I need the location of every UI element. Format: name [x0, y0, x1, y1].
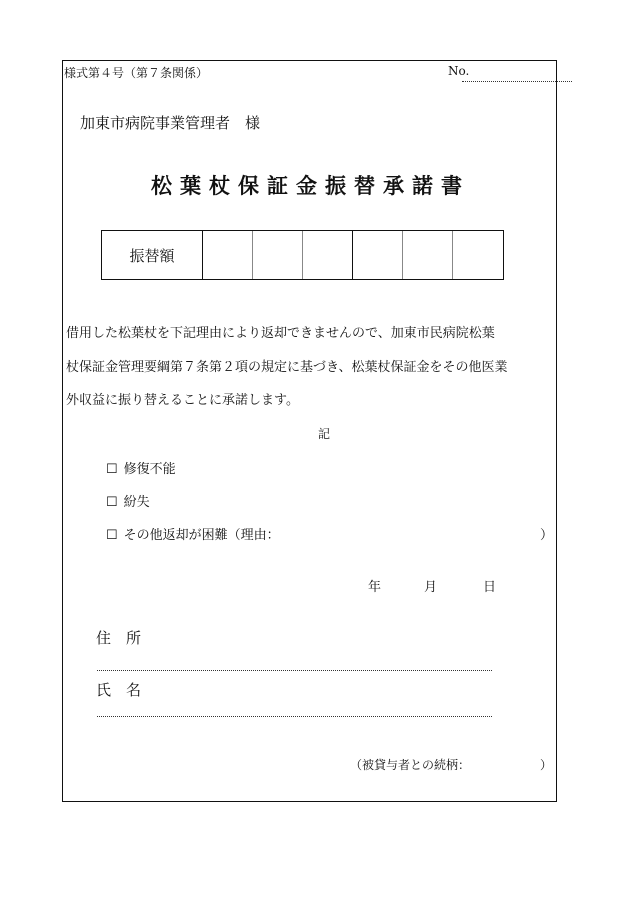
checkbox-icon[interactable]: ☐ — [106, 462, 118, 477]
transfer-amount-box — [101, 230, 504, 280]
reason-unrepairable[interactable] — [106, 458, 176, 477]
address-field[interactable] — [97, 670, 492, 671]
date-day-label: 日 — [483, 580, 497, 595]
reason-label: 紛失 — [123, 495, 150, 510]
reason-close-paren: ） — [540, 528, 554, 543]
relation-close-paren: ） — [540, 758, 553, 772]
amount-digit-cell[interactable] — [353, 231, 403, 279]
date-month-label: 月 — [424, 580, 438, 595]
reason-other[interactable] — [106, 524, 280, 543]
amount-digit-cell[interactable] — [453, 231, 502, 279]
ki-heading: 記 — [318, 427, 331, 441]
body-text-line-2: 杖保証金管理要綱第７条第２項の規定に基づき、松葉杖保証金をその他医業 — [66, 360, 508, 375]
document-title: 松葉杖保証金振替承諾書 — [151, 173, 470, 198]
addressee: 加東市病院事業管理者 様 — [80, 114, 261, 132]
form-number-field[interactable] — [462, 81, 572, 82]
form-code: 様式第４号（第７条関係） — [64, 66, 209, 80]
amount-digit-cell[interactable] — [203, 231, 253, 279]
name-field[interactable] — [97, 716, 492, 717]
name-label: 氏 名 — [96, 681, 142, 699]
checkbox-icon[interactable]: ☐ — [106, 495, 118, 510]
reason-label: 修復不能 — [123, 462, 176, 477]
form-number-label: No. — [448, 64, 470, 78]
body-text-line-3: 外収益に振り替えることに承諾します。 — [66, 393, 299, 408]
body-text-line-1: 借用した松葉杖を下記理由により返却できませんので、加東市民病院松葉 — [66, 326, 495, 341]
amount-digit-cell[interactable] — [403, 231, 453, 279]
transfer-amount-label: 振替額 — [102, 231, 203, 279]
amount-digit-cell[interactable] — [303, 231, 353, 279]
amount-digit-cell[interactable] — [253, 231, 303, 279]
relation-label: （被貸与者との続柄： — [350, 758, 471, 772]
date-year-label: 年 — [368, 580, 382, 595]
address-label: 住 所 — [96, 629, 142, 647]
checkbox-icon[interactable]: ☐ — [106, 528, 118, 543]
reason-label: その他返却が困難（理由： — [123, 528, 280, 543]
reason-lost[interactable] — [106, 491, 150, 510]
